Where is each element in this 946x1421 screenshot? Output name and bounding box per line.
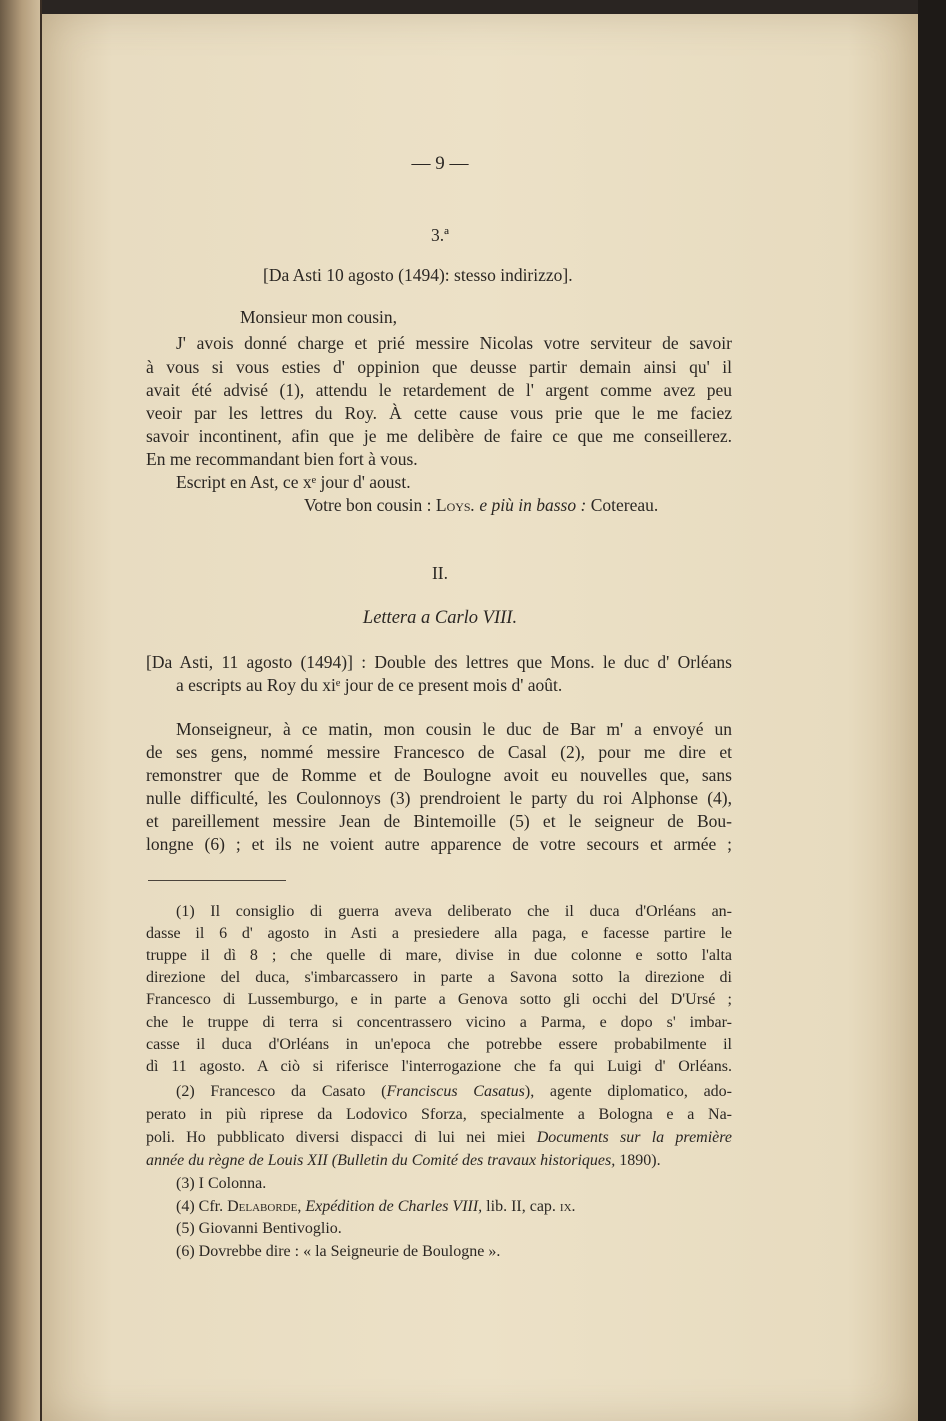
page-number: — 9 — (411, 153, 469, 174)
footnote-line (176, 1081, 732, 1104)
signature-line (304, 494, 658, 517)
footnote-line: (3) I Colonna. (176, 1175, 267, 1192)
body-line: En me recommandant bien fort à vous. (146, 449, 418, 469)
footnote-line (146, 1127, 732, 1150)
fn2-italic: Documents sur la première (536, 1129, 733, 1146)
footnote-line: (5) Giovanni Bentivoglio. (176, 1220, 342, 1237)
body-line: Monseigneur, à ce matin, mon cousin le duc de Bar m' a envoyé un (176, 719, 732, 739)
signature-name: Loys (435, 495, 471, 515)
section-header-line: [Da Asti, 11 agosto (1494)] : Double des lettres que Mons. le duc d' Orléans (146, 652, 732, 672)
body-line: à vous si vous esties d' oppinion que deusse partir demain ainsi qu' il (146, 357, 732, 377)
body-line: de ses gens, nommé messire Francesco de Casal (2), pour me dire et (146, 742, 732, 762)
fn2-text: poli. Ho pubblicato diversi dispacci di lui nei miei (146, 1129, 537, 1146)
body-line: et pareillement messire Jean de Bintemoille (5) et le seigneur de Bou- (146, 811, 732, 831)
footnote-line: casse il duca d'Orléans in un'epoca che potrebbe essere probabilmente il (146, 1036, 732, 1053)
footnote-line: che le truppe di terra si concentrassero vicino a Parma, e dopo s' imbar- (146, 1014, 732, 1031)
body-line: nulle difficulté, les Coulonnoys (3) prendroient le party du roi Alphonse (4), (146, 788, 732, 808)
body-line: longne (6) ; et ils ne voient autre apparence de votre secours et armée ; (146, 834, 732, 854)
fn2-text: 1890). (615, 1152, 661, 1169)
signature-prefix: Votre bon cousin : (304, 495, 436, 515)
section-numeral: II. (431, 563, 449, 583)
footnote-line: (1) Il consiglio di guerra aveva deliberato che il duca d'Orléans an- (176, 903, 732, 920)
fn2-italic: année du règne de Louis XII (Bulletin du Comité des travaux historiques, (146, 1152, 616, 1169)
body-line: veoir par les lettres du Roy. À cette cause vous prie que le me faciez (146, 403, 732, 423)
fn4-text: (4) Cfr. (176, 1198, 228, 1215)
fn4-title: Expédition de Charles VIII, (305, 1198, 483, 1215)
section-header-line: a escripts au Roy du xiᵉ jour de ce present mois d' août. (176, 675, 563, 695)
letter-salutation: Monsieur mon cousin, (240, 307, 398, 327)
footnote-line: (6) Dovrebbe dire : « la Seigneurie de Boulogne ». (176, 1243, 501, 1260)
footnote-line: dasse il 6 d' agosto in Asti a presiedere alla paga, e facesse partire le (146, 925, 732, 942)
fn2-text: (2) Francesco da Casato ( (176, 1083, 387, 1100)
date-line: Escript en Ast, ce xᵉ jour d' aoust. (176, 472, 411, 492)
footnote-line: direzione del duca, s'imbarcassero in parte a Savona sotto la direzione di (146, 969, 732, 986)
footnote-line: truppe il dì 8 ; che quelle di mare, divise in due colonne e sotto l'alta (146, 947, 732, 964)
footnote-line: perato in più riprese da Lodovico Sforza, specialmente a Bologna e a Na- (146, 1106, 732, 1123)
signature-note: . e più in basso : (470, 495, 591, 515)
body-line: avait été advisé (1), attendu le retardement de l' argent comme avez peu (146, 380, 732, 400)
fn2-italic: Franciscus Casatus (386, 1083, 525, 1100)
fn4-text: , (297, 1198, 306, 1215)
fn4-chapter: ix (559, 1198, 572, 1215)
footnote-line: Francesco di Lussemburgo, e in parte a Genova sotto gli occhi del D'Ursé ; (146, 991, 732, 1008)
body-line: savoir incontinent, afin que je me delibère de faire ce que me conseillerez. (146, 426, 732, 446)
fn2-text: ), agente diplomatico, ado- (524, 1083, 733, 1100)
footnote-line: dì 11 agosto. A ciò si riferisce l'interrogazione che fa qui Luigi d' Orléans. (146, 1058, 732, 1075)
signature-end: Cotereau. (590, 495, 659, 515)
book-binding (0, 0, 42, 1421)
fn4-text: lib. II, cap. (482, 1198, 560, 1215)
fn4-text: . (571, 1198, 576, 1215)
footnote-line (146, 1150, 661, 1173)
footnote-line (176, 1196, 576, 1219)
letter-number: 3.ª (431, 225, 449, 245)
section-title: Lettera a Carlo VIII. (362, 608, 518, 628)
body-line: remonstrer que de Romme et de Boulogne avoit eu nouvelles que, sans (146, 765, 732, 785)
page-edge-shadow (918, 0, 946, 1421)
footnote-divider (148, 880, 286, 881)
letter-header: [Da Asti 10 agosto (1494): stesso indirizzo]. (263, 265, 573, 285)
fn4-author: Delaborde (227, 1198, 298, 1215)
body-line: J' avois donné charge et prié messire Nicolas votre serviteur de savoir (176, 333, 732, 353)
